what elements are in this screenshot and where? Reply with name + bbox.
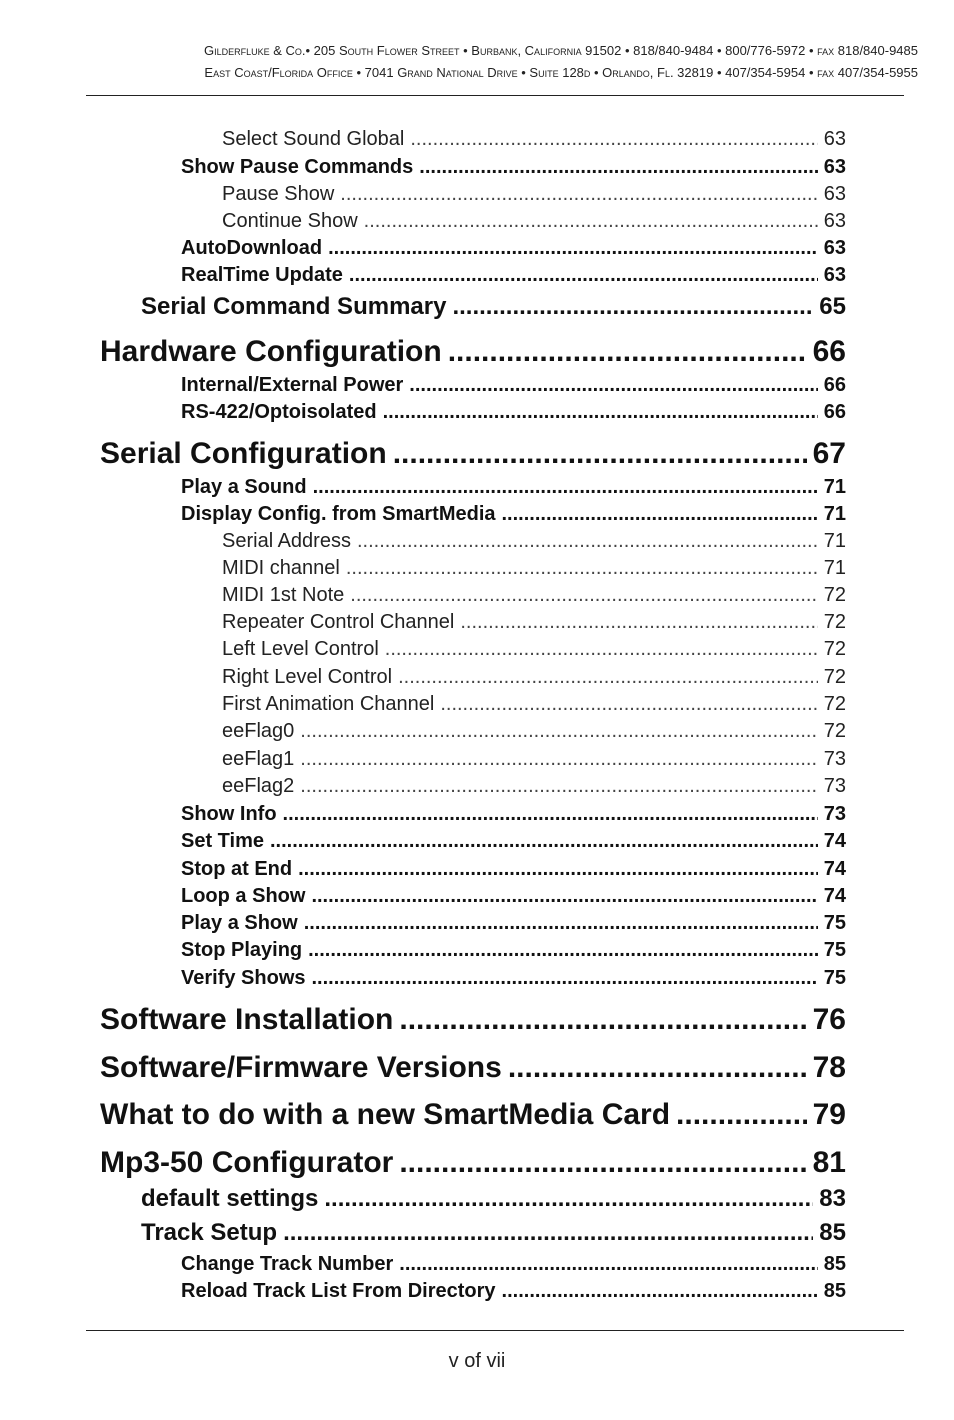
toc-entry[interactable] (222, 611, 846, 634)
toc-entry-page: 63 (823, 264, 846, 286)
toc-entry[interactable] (222, 128, 846, 151)
toc-entry-title: MIDI channel (222, 557, 340, 579)
toc-entry[interactable] (222, 210, 846, 233)
toc-entry-title: default settings (141, 1185, 319, 1212)
toc-entry[interactable] (181, 476, 846, 499)
toc-entry-title: Play a Show (181, 912, 298, 934)
toc-entry-page: 66 (812, 335, 846, 368)
toc-entry-page: 72 (823, 720, 846, 742)
toc-entry-title: eeFlag1 (222, 748, 295, 770)
toc-entry[interactable] (222, 183, 846, 206)
toc-entry-title: What to do with a new SmartMedia Card (100, 1098, 671, 1131)
toc-entry-page: 65 (819, 293, 846, 320)
toc-entry-title: Left Level Control (222, 638, 379, 660)
toc-entry-page: 75 (823, 939, 846, 961)
toc-entry-title: Reload Track List From Directory (181, 1280, 496, 1302)
toc-entry[interactable] (181, 401, 846, 424)
toc-entry-page: 85 (823, 1280, 846, 1302)
toc-entry-title: Set Time (181, 830, 264, 852)
toc-entry-page: 63 (823, 237, 846, 259)
toc-entry-page: 72 (823, 693, 846, 715)
toc-chapter[interactable] (100, 437, 846, 471)
toc-entry-page: 73 (823, 803, 846, 825)
toc-entry[interactable] (222, 584, 846, 607)
toc-entry-title: Software/Firmware Versions (100, 1051, 502, 1084)
toc-entry-page: 83 (819, 1185, 846, 1212)
toc-chapter[interactable] (100, 1098, 846, 1132)
toc-entry-page: 85 (819, 1219, 846, 1246)
toc-entry-title: Mp3-50 Configurator (100, 1146, 394, 1179)
toc-entry[interactable] (222, 666, 846, 689)
toc-entry-page: 63 (823, 156, 846, 178)
toc-entry-title: First Animation Channel (222, 693, 435, 715)
toc-entry-title: Verify Shows (181, 967, 306, 989)
toc-entry[interactable] (181, 1253, 846, 1276)
toc-entry[interactable] (141, 293, 846, 321)
toc-chapter[interactable] (100, 1003, 846, 1037)
toc-entry-page: 75 (823, 967, 846, 989)
toc-entry-title: Internal/External Power (181, 374, 404, 396)
toc-entry-page: 76 (812, 1003, 846, 1036)
toc-entry[interactable] (222, 530, 846, 553)
toc-entry[interactable] (181, 967, 846, 990)
toc-entry-page: 71 (823, 530, 846, 552)
toc-entry-page: 81 (812, 1146, 846, 1179)
header-address-line-1: Gilderfluke & Co.• 205 South Flower Street • Burbank, California 91502 • 818/840-9484 • 800/776-5972 • fax 818/840-9485 (204, 43, 918, 58)
toc-entry-title: Change Track Number (181, 1253, 394, 1275)
toc-entry-page: 78 (812, 1051, 846, 1084)
toc-entry-title: eeFlag2 (222, 775, 295, 797)
toc-entry-page: 74 (823, 858, 846, 880)
toc-entry[interactable] (181, 803, 846, 826)
toc-entry[interactable] (181, 1280, 846, 1303)
toc-entry[interactable] (222, 720, 846, 743)
toc-entry-page: 66 (823, 401, 846, 423)
toc-entry[interactable] (181, 885, 846, 908)
toc-chapter[interactable] (100, 1051, 846, 1085)
toc-entry[interactable] (181, 912, 846, 935)
toc-entry[interactable] (181, 503, 846, 526)
toc-entry[interactable] (181, 374, 846, 397)
toc-entry-title: Pause Show (222, 183, 335, 205)
toc-entry[interactable] (222, 748, 846, 771)
toc-entry-title: Play a Sound (181, 476, 307, 498)
toc-entry-page: 74 (823, 830, 846, 852)
toc-entry[interactable] (222, 693, 846, 716)
toc-entry-page: 63 (823, 210, 846, 232)
toc-entry-page: 71 (823, 557, 846, 579)
toc-entry-title: Track Setup (141, 1219, 278, 1246)
toc-entry[interactable] (181, 858, 846, 881)
toc-entry-page: 66 (823, 374, 846, 396)
toc-entry[interactable] (141, 1185, 846, 1213)
toc-entry[interactable] (181, 264, 846, 287)
toc-entry-title: Show Pause Commands (181, 156, 414, 178)
toc-entry-title: eeFlag0 (222, 720, 295, 742)
toc-entry-title: Display Config. from SmartMedia (181, 503, 496, 525)
toc-entry-page: 72 (823, 666, 846, 688)
toc-entry-page: 63 (823, 183, 846, 205)
toc-entry-page: 73 (823, 775, 846, 797)
toc-entry-page: 74 (823, 885, 846, 907)
toc-entry[interactable] (222, 557, 846, 580)
toc-entry-page: 72 (823, 638, 846, 660)
toc-entry[interactable] (181, 939, 846, 962)
toc-entry-title: Loop a Show (181, 885, 306, 907)
toc-chapter[interactable] (100, 1146, 846, 1180)
toc-entry[interactable] (181, 156, 846, 179)
toc-entry-title: RS-422/Optoisolated (181, 401, 377, 423)
toc-entry-title: Hardware Configuration (100, 335, 442, 368)
toc-entry[interactable] (181, 237, 846, 260)
toc-entry-title: MIDI 1st Note (222, 584, 345, 606)
toc-entry-title: Repeater Control Channel (222, 611, 455, 633)
toc-entry-title: AutoDownload (181, 237, 323, 259)
toc-entry-page: 67 (812, 437, 846, 470)
toc-entry-page: 75 (823, 912, 846, 934)
toc-entry-title: Stop at End (181, 858, 293, 880)
toc-entry-page: 71 (823, 476, 846, 498)
toc-entry-page: 71 (823, 503, 846, 525)
toc-entry-page: 63 (823, 128, 846, 150)
toc-entry-title: RealTime Update (181, 264, 343, 286)
toc-entry[interactable] (141, 1219, 846, 1247)
toc-entry[interactable] (222, 775, 846, 798)
toc-entry-page: 79 (812, 1098, 846, 1131)
toc-entry-title: Show Info (181, 803, 277, 825)
toc-entry-title: Serial Address (222, 530, 351, 552)
toc-entry-title: Select Sound Global (222, 128, 405, 150)
toc-entry-title: Stop Playing (181, 939, 303, 961)
toc-entry-page: 72 (823, 584, 846, 606)
toc-entry-title: Serial Command Summary (141, 293, 447, 320)
footer-divider (86, 1330, 904, 1331)
toc-entry-title: Software Installation (100, 1003, 394, 1036)
toc-chapter[interactable] (100, 335, 846, 369)
toc-entry[interactable] (181, 830, 846, 853)
page-number: v of vii (448, 1350, 506, 1372)
toc-entry-page: 73 (823, 748, 846, 770)
toc-entry-title: Continue Show (222, 210, 358, 232)
toc-entry-page: 72 (823, 611, 846, 633)
toc-entry-title: Serial Configuration (100, 437, 387, 470)
toc-entry-page: 85 (823, 1253, 846, 1275)
header-address-line-2: East Coast/Florida Office • 7041 Grand National Drive • Suite 128d • Orlando, Fl. 32819 • 407/354-5954 • fax 407/354-5955 (204, 65, 918, 80)
toc-entry-title: Right Level Control (222, 666, 393, 688)
toc-entry[interactable] (222, 638, 846, 661)
